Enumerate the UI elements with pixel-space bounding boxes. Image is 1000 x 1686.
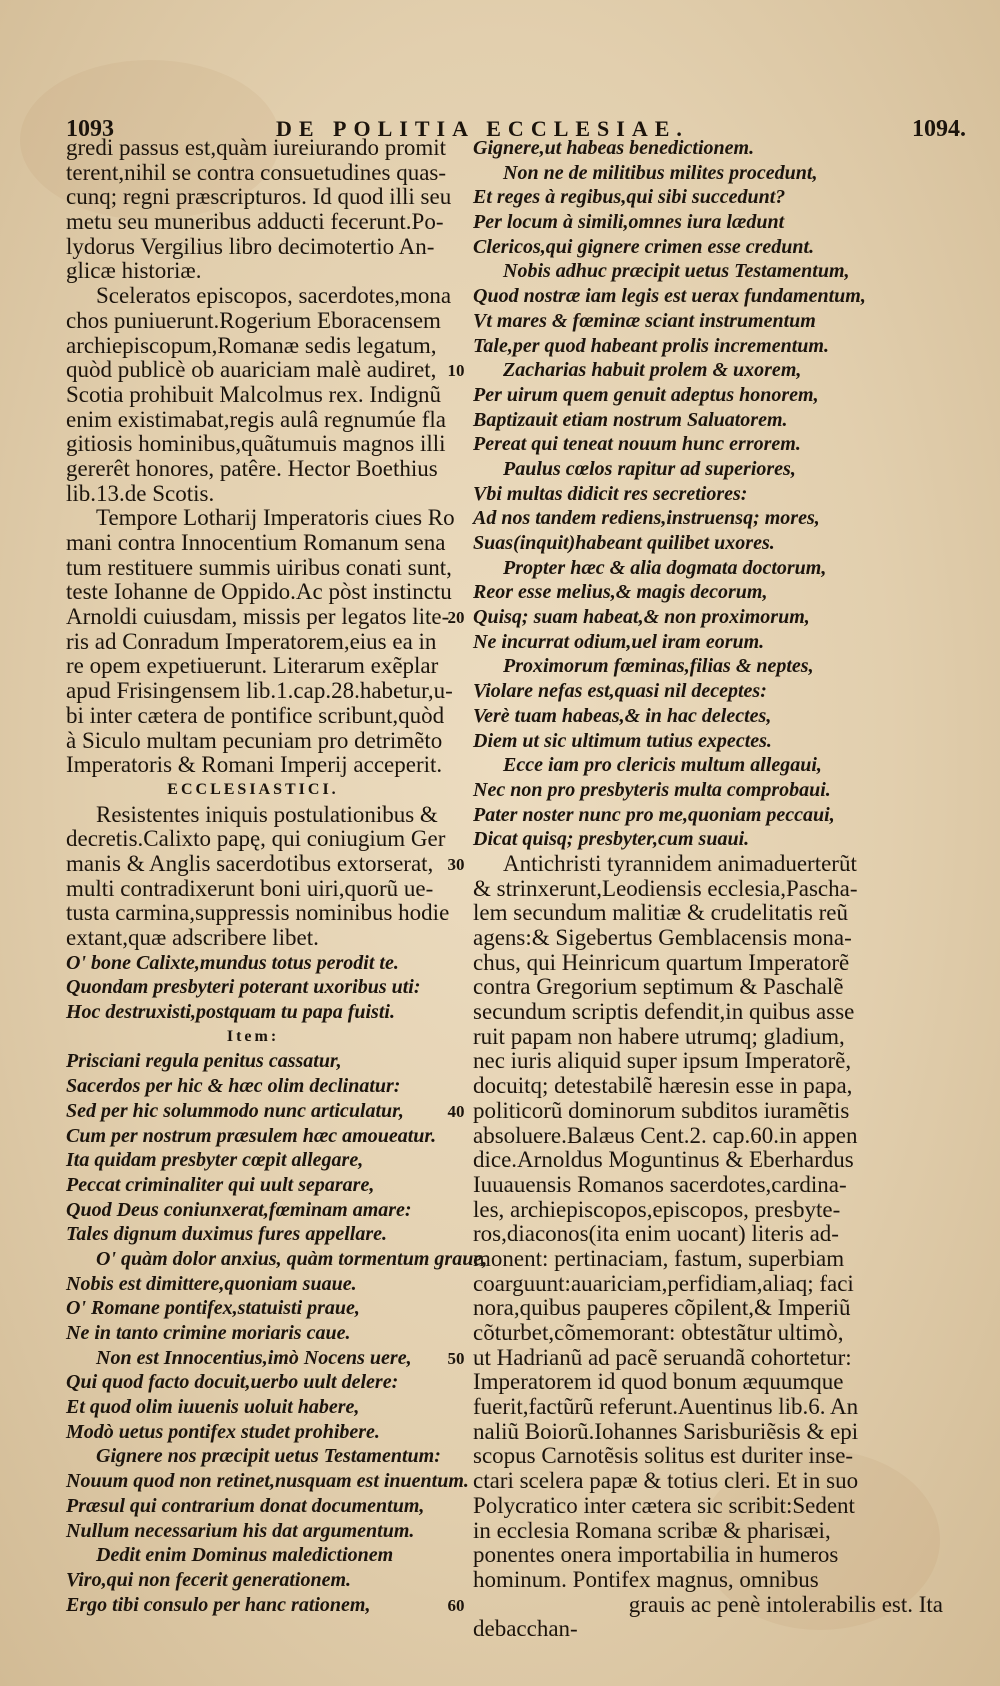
- line-number: 50: [447, 1349, 465, 1369]
- text-line: Peccat criminaliter qui uult separare,: [66, 1173, 375, 1196]
- text-line: Ecce iam pro clericis multum allegaui,: [503, 754, 822, 777]
- text-line: coarguunt:auariciam,perfidiam,aliaq; faci: [473, 1270, 854, 1296]
- text-line: contra Gregorium septimum & Paschalẽ: [473, 974, 844, 1000]
- right-column: [473, 136, 943, 1642]
- text-line: multi contradixerunt boni uiri,quorũ ue-: [66, 875, 434, 901]
- text-line: politicorũ dominorum subditos iuramẽtis: [473, 1097, 850, 1123]
- text-line: naliũ Boiorũ.Iohannes Sarisburiẽsis & epi: [473, 1418, 859, 1444]
- text-line: enim existimabat,regis aulâ regnumúe fla: [66, 406, 447, 432]
- text-line: Resistentes iniquis postulationibus &: [96, 801, 438, 827]
- text-line: ponentes onera importabilia in humeros: [473, 1542, 839, 1568]
- line-number: 20: [447, 608, 465, 628]
- text-line: grauis ac penè intolerabilis est. Ita: [628, 1591, 943, 1617]
- text-line: Cum per nostrum præsulem hæc amoueatur.: [66, 1124, 437, 1147]
- text-line: Quod Deus coniunxerat,fœminam amare:: [66, 1198, 412, 1221]
- text-line: Propter hæc & alia dogmata doctorum,: [503, 556, 827, 579]
- text-line: apud Frisingensem lib.1.cap.28.habetur,u-: [66, 678, 453, 704]
- text-line: ECCLESIASTICI.: [167, 780, 339, 798]
- text-line: Vt mares & fœminæ sciant instrumentum: [473, 309, 816, 332]
- text-line: Nouum quod non retinet,nusquam est inuentum.: [66, 1470, 469, 1493]
- page-number-left: 1093: [66, 116, 114, 142]
- text-line: O' Romane pontifex,statuisti praue,: [66, 1297, 360, 1320]
- text-line: cõturbet,cõmemorant: obtestãtur ultimò,: [473, 1320, 844, 1345]
- text-line: Vbi multas didicit res secretiores:: [473, 482, 748, 505]
- line-number: 30: [447, 855, 465, 875]
- text-line: Gignere,ut habeas benedictionem.: [473, 137, 755, 159]
- text-line: chos puniuerunt.Rogerium Eboracensem: [66, 307, 441, 333]
- text-line: Clericos,qui gignere crimen esse credunt.: [473, 235, 815, 258]
- text-line: Nobis est dimittere,quoniam suaue.: [66, 1272, 357, 1295]
- text-line: ctari scelera papæ & totius cleri. Et in suo: [473, 1468, 859, 1494]
- text-line: nora,quibus pauperes cõpilent,& Imperiũ: [473, 1295, 851, 1321]
- text-line: Quod nostræ iam legis est uerax fundamentum,: [473, 285, 866, 308]
- text-line: lib.13.de Scotis.: [66, 480, 215, 506]
- text-line: Imperatorem id quod bonum æquumque: [473, 1369, 844, 1395]
- text-line: Modò uetus pontifex studet prohibere.: [66, 1420, 380, 1443]
- running-title: DE POLITIA ECCLESIAE.: [276, 116, 689, 141]
- text-line: Tempore Lotharij Imperatoris ciues Ro: [96, 505, 455, 531]
- text-line: archiepiscopum,Romanæ sedis legatum,: [66, 332, 437, 358]
- text-line: Præsul qui contrarium donat documentum,: [66, 1494, 425, 1517]
- text-line: monent: pertinaciam, fastum, superbiam: [473, 1245, 845, 1271]
- text-line: Ne in tanto crimine moriaris caue.: [66, 1322, 351, 1344]
- text-line: Proximorum fœminas,filias & neptes,: [503, 655, 814, 678]
- text-line: Gignere nos præcipit uetus Testamentum:: [96, 1445, 441, 1468]
- text-line: Quondam presbyteri poterant uxoribus uti:: [66, 976, 421, 999]
- text-line: & strinxerunt,Leodiensis ecclesia,Pascha-: [473, 875, 858, 901]
- text-line: Dedit enim Dominus maledictionem: [96, 1544, 394, 1567]
- text-line: Antichristi tyrannidem animaduerterũt: [503, 850, 857, 876]
- text-line: Baptizauit etiam nostrum Saluatorem.: [473, 408, 788, 431]
- text-line: Tale,per quod habeant prolis incrementum.: [473, 334, 829, 357]
- text-line: Ne incurrat odium,uel iram eorum.: [473, 630, 765, 653]
- text-line: secundum scriptis defendit,in quibus asse: [473, 999, 855, 1025]
- text-line: Nec non pro presbyteris multa comprobaui.: [473, 778, 831, 801]
- text-line: docuitq; detestabilẽ hæresin esse in papa,: [473, 1073, 853, 1099]
- text-line: Scotia prohibuit Malcolmus rex. Indignũ: [66, 381, 441, 407]
- text-line: bi inter cætera de pontifice scribunt,quòd: [66, 702, 445, 728]
- text-line: agens:& Sigebertus Gemblacensis mona-: [473, 925, 852, 950]
- line-number: 60: [447, 1596, 465, 1616]
- text-line: Per locum à simili,omnes iura lædunt: [473, 211, 785, 234]
- text-line: absoluere.Balæus Cent.2. cap.60.in appen: [473, 1122, 858, 1148]
- text-line: lem secundum malitiæ & crudelitatis reũ: [473, 900, 848, 926]
- text-line: terent,nihil se contra consuetudines quas-: [66, 159, 447, 185]
- text-line: hominum. Pontifex magnus, omnibus: [473, 1566, 819, 1592]
- page-number-right: 1094.: [912, 116, 966, 142]
- text-line: teste Iohanne de Oppido.Ac pòst instinctu: [66, 579, 452, 605]
- text-line: Hoc destruxisti,postquam tu papa fuisti.: [66, 1001, 395, 1024]
- text-line: O' quàm dolor anxius, quàm tormentum graue,: [96, 1247, 488, 1270]
- text-line: Polycratico inter cætera sic scribit:Sedent: [473, 1492, 855, 1518]
- text-line: O' bone Calixte,mundus totus perodit te.: [66, 951, 399, 974]
- text-line: re opem expetiuerunt. Literarum exẽplar: [66, 653, 439, 679]
- text-line: Non est Innocentius,imò Nocens uere,: [96, 1346, 412, 1369]
- text-line: lydorus Vergilius libro decimotertio An-: [66, 233, 435, 259]
- text-line: Diem ut sic ultimum tutius expectes.: [473, 729, 772, 752]
- text-line: Zacharias habuit prolem & uxorem,: [503, 359, 802, 382]
- text-line: decretis.Calixto papę, qui coniugium Ger: [66, 826, 446, 852]
- text-line: Qui quod facto docuit,uerbo uult delere:: [66, 1371, 399, 1394]
- text-line: extant,quæ adscribere libet.: [66, 925, 319, 950]
- text-line: ut Hadrianũ ad pacẽ seruandã cohortetur:: [473, 1344, 852, 1370]
- text-line: Ergo tibi consulo per hanc rationem,: [66, 1593, 371, 1616]
- text-line: Tales dignum duximus fures appellare.: [66, 1223, 387, 1246]
- text-line: Prisciani regula penitus cassatur,: [66, 1050, 342, 1073]
- text-line: in ecclesia Romana scribæ & pharisæi,: [473, 1517, 831, 1543]
- text-line: Nullum necessarium his dat argumentum.: [66, 1519, 415, 1542]
- text-line: Reor esse melius,& magis decorum,: [473, 581, 768, 604]
- text-line: Sceleratos episcopos, sacerdotes,mona: [96, 283, 452, 309]
- text-line: Dicat quisq; presbyter,cum suaui.: [473, 828, 750, 851]
- text-line: nec iuris aliquid super ipsum Imperatorẽ,: [473, 1048, 852, 1074]
- text-line: tusta carmina,suppressis nominibus hodie: [66, 900, 450, 926]
- text-line: fuerit,factũrũ referunt.Auentinus lib.6. An: [473, 1394, 859, 1420]
- text-line: Per uirum quem genuit adeptus honorem,: [473, 383, 819, 406]
- text-line: les, archiepiscopos,episcopos, presbyte-: [473, 1196, 841, 1222]
- text-line: Et reges à regibus,qui sibi succedunt?: [473, 186, 786, 209]
- text-line: Item:: [226, 1027, 280, 1045]
- text-line: ruit papam non habere utrumq; gladium,: [473, 1023, 845, 1049]
- text-line: Paulus cœlos rapitur ad superiores,: [503, 457, 796, 480]
- text-line: glicæ historiæ.: [66, 258, 202, 284]
- text-line: Sed per hic solummodo nunc articulatur,: [66, 1099, 404, 1122]
- text-line: Pater noster nunc pro me,quoniam peccaui,: [473, 803, 835, 826]
- text-line: Ita quidam presbyter cœpit allegare,: [66, 1149, 364, 1172]
- text-line: à Siculo multam pecuniam pro detrimẽto: [66, 727, 443, 753]
- text-line: Pereat qui teneat nouum hunc errorem.: [473, 433, 801, 456]
- text-line: Verè tuam habeas,& in hac delectes,: [473, 704, 772, 727]
- text-line: Sacerdos per hic & hæc olim declinatur:: [66, 1075, 401, 1098]
- text-line: Nobis adhuc præcipit uetus Testamentum,: [503, 260, 850, 283]
- text-line: gitiosis hominibus,quãtumuis magnos illi: [66, 431, 446, 457]
- text-line: Arnoldi cuiusdam, missis per legatos lite-: [66, 604, 450, 630]
- text-line: gererêt honores, patêre. Hector Boethius: [66, 455, 438, 481]
- text-line: ris ad Conradum Imperatorem,eius ea in: [66, 628, 437, 654]
- line-number: 40: [447, 1102, 465, 1122]
- text-line: Non ne de militibus milites procedunt,: [503, 161, 818, 184]
- text-line: mani contra Innocentium Romanum sena: [66, 530, 446, 555]
- text-line: Violare nefas est,quasi nil deceptes:: [473, 680, 767, 703]
- text-line: scopus Carnotẽsis solitus est duriter inse-: [473, 1443, 854, 1469]
- text-line: gredi passus est,quàm iureiurando promit: [66, 135, 447, 160]
- text-line: Quisq; suam habeat,& non proximorum,: [473, 606, 810, 629]
- text-line: Viro,qui non fecerit generationem.: [66, 1568, 352, 1591]
- text-line: cunq; regni præscripturos. Id quod illi seu: [66, 184, 452, 210]
- text-line: manis & Anglis sacerdotibus extorserat,: [66, 850, 434, 876]
- text-line: Imperatoris & Romani Imperij acceperit.: [66, 752, 443, 778]
- text-line: Ad nos tandem rediens,instruensq; mores,: [473, 507, 820, 530]
- text-line: tum restituere summis uiribus conati sunt,: [66, 554, 452, 580]
- text-line: dice.Arnoldus Moguntinus & Eberhardus: [473, 1147, 854, 1173]
- text-line: metu seu muneribus adducti fecerunt.Po-: [66, 209, 444, 235]
- text-line: Iuuauensis Romanos sacerdotes,cardina-: [473, 1171, 847, 1197]
- text-line: Suas(inquit)habeant quilibet uxores.: [473, 532, 775, 554]
- text-line: Et quod olim iuuenis uoluit habere,: [66, 1396, 360, 1419]
- text-line: chus, qui Heinricum quartum Imperatorẽ: [473, 949, 850, 975]
- text-line: quòd publicè ob auariciam malè audiret,: [66, 357, 437, 383]
- line-number: 10: [447, 361, 465, 381]
- text-line: ros,diaconos(ita enim uocant) literis ad-: [473, 1221, 839, 1247]
- text-line: debacchan-: [473, 1616, 578, 1642]
